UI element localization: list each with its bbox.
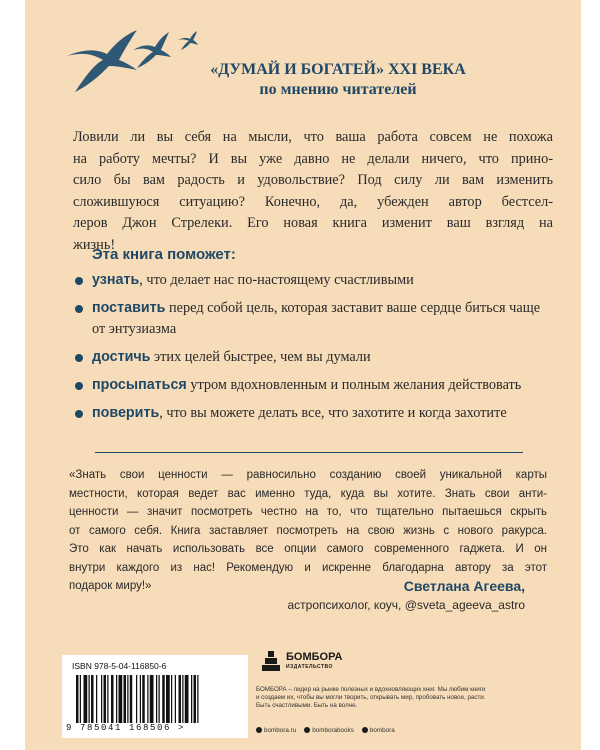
barcode-bar [89, 675, 90, 723]
divider [95, 452, 523, 453]
quote-line: Это как начать использовать все опции самого современного гаджета. И он [69, 543, 547, 555]
barcode [62, 655, 248, 738]
publisher-socials [256, 727, 488, 734]
barcode-bar [119, 675, 123, 723]
benefit-text: перед собой цель, которая заставит ваше сердце биться чаще от энтузиазма [92, 300, 541, 337]
intro-paragraph [73, 127, 553, 256]
quote-author [288, 576, 526, 614]
social-instagram[interactable] [362, 727, 395, 734]
barcode-bar [107, 675, 108, 723]
barcode-bar [130, 675, 133, 723]
bombora-logo-icon [260, 650, 282, 672]
barcode-bar [142, 675, 145, 723]
author-role: астропсихолог, коуч, @sveta_ageeva_astro [287, 598, 525, 612]
barcode-bar [150, 675, 154, 723]
barcode-bar [156, 675, 157, 723]
social-website[interactable] [256, 727, 296, 734]
barcode-bar [197, 675, 198, 723]
barcode-bar [182, 675, 183, 723]
headline-line-1: «ДУМАЙ И БОГАТЕЙ» XXI ВЕКА [210, 61, 466, 78]
bird-small [178, 31, 198, 50]
benefit-item [73, 298, 543, 340]
barcode-bar [147, 675, 148, 723]
benefit-keyword: узнать [92, 272, 140, 288]
benefit-item [73, 347, 543, 368]
barcode-bar [140, 675, 141, 723]
quote-line: ценности — значит посмотреть честно на то, что тщательно пытаешься скрыть [69, 506, 547, 518]
bullet-dot-icon [75, 410, 83, 418]
benefits-list [73, 270, 543, 431]
benefit-text: , что делает нас по-настоящему счастливыми [139, 272, 414, 288]
benefit-text: этих целей быстрее, чем вы думали [150, 349, 371, 365]
barcode-bar [116, 675, 117, 723]
intro-line: на работу мечты? И вы уже давно не делали ничего, что прино- [73, 150, 553, 167]
bullet-dot-icon [75, 305, 83, 313]
publisher-brand: БОМБОРА [286, 651, 343, 663]
barcode-bar [185, 675, 189, 723]
quote-line: местности, которая ведет вас именно туда, куда вы хотите. Знать свои анти- [69, 487, 547, 500]
intro-line: жизнь! [73, 236, 116, 253]
barcode-bar [162, 675, 165, 723]
benefit-item [73, 403, 543, 424]
barcode-bar [76, 675, 79, 723]
intro-line: сложившуюся ситуацию? Конечно, да, убежден автор бестсел- [73, 193, 553, 210]
benefit-keyword: просыпаться [92, 377, 187, 393]
barcode-bar [104, 675, 107, 723]
bullet-dot-icon [75, 354, 83, 362]
author-name: Светлана Агеева, [403, 578, 525, 594]
benefit-text: утром вдохновленным и полным желания действовать [186, 377, 522, 393]
benefit-item [73, 375, 543, 396]
benefit-keyword: поставить [92, 300, 166, 316]
headline [25, 60, 581, 100]
quote-line: подарок миру!» [69, 580, 152, 592]
benefit-keyword: достичь [92, 349, 151, 365]
social-website-label: bombora.ru [264, 727, 297, 734]
vk-icon [304, 727, 310, 733]
benefit-text: , что вы можете делать все, что захотите и когда захотите [159, 405, 507, 421]
social-vk-label: bomborabooks [312, 727, 354, 734]
barcode-bar [194, 675, 197, 723]
barcode-bar [80, 675, 81, 723]
barcode-bars-icon [76, 675, 240, 723]
social-instagram-label: bombora [369, 727, 395, 734]
barcode-bar [101, 675, 102, 723]
book-back-cover [25, 0, 581, 750]
bullet-dot-icon [75, 382, 83, 390]
barcode-bar [84, 675, 88, 723]
headline-line-2: по мнению читателей [259, 81, 417, 98]
instagram-icon [362, 727, 368, 733]
barcode-bar [175, 675, 176, 723]
social-vk[interactable] [304, 727, 354, 734]
barcode-bar [124, 675, 127, 723]
intro-line: Ловили ли вы себя на мысли, что ваша работа совсем не похожа [73, 129, 553, 145]
bullet-dot-icon [75, 277, 83, 285]
barcode-bar [191, 675, 192, 723]
publisher-block [252, 644, 487, 744]
intro-line: сило бы вам радость и удовольствие? Под силу ли вам изменить [73, 172, 553, 188]
publisher-brand-sub: ИЗДАТЕЛЬСТВО [286, 664, 333, 670]
barcode-bar [179, 675, 182, 723]
isbn-label: ISBN 978-5-04-116850-6 [72, 661, 167, 671]
benefit-item [73, 270, 543, 291]
publisher-description: БОМБОРА – лидер на рынке полезных и вдохновляющих книг. Мы любим книги и создаем их, чтобы вы могли творить, открывать мир, пробовать новое, расти. Быть счастливыми. Быть на волне. [256, 686, 486, 709]
barcode-bar [136, 675, 137, 723]
barcode-bar [111, 675, 114, 723]
barcode-bar [127, 675, 128, 723]
barcode-bar [166, 675, 170, 723]
barcode-bar [171, 675, 172, 723]
barcode-digits: 9 785041 168506 > [66, 723, 186, 733]
intro-line: леров Джон Стрелеки. Его новая книга изменит ваш взгляд на [73, 215, 553, 231]
globe-icon [256, 727, 262, 733]
quote-line: внутри каждого из нас! Рекомендую и искренне благодарна автору за этот [69, 561, 547, 574]
benefit-keyword: поверить [92, 405, 160, 421]
barcode-bar [91, 675, 94, 723]
barcode-bar [96, 675, 97, 723]
helps-title: Эта книга поможет: [92, 246, 236, 263]
quote-line: «Знать свои ценности — равносильно созданию своей уникальной карты [69, 469, 547, 481]
quote-line: от самого себя. Книга заставляет посмотреть на свою жизнь с нового ракурса. [69, 524, 547, 537]
barcode-bar [159, 675, 160, 723]
